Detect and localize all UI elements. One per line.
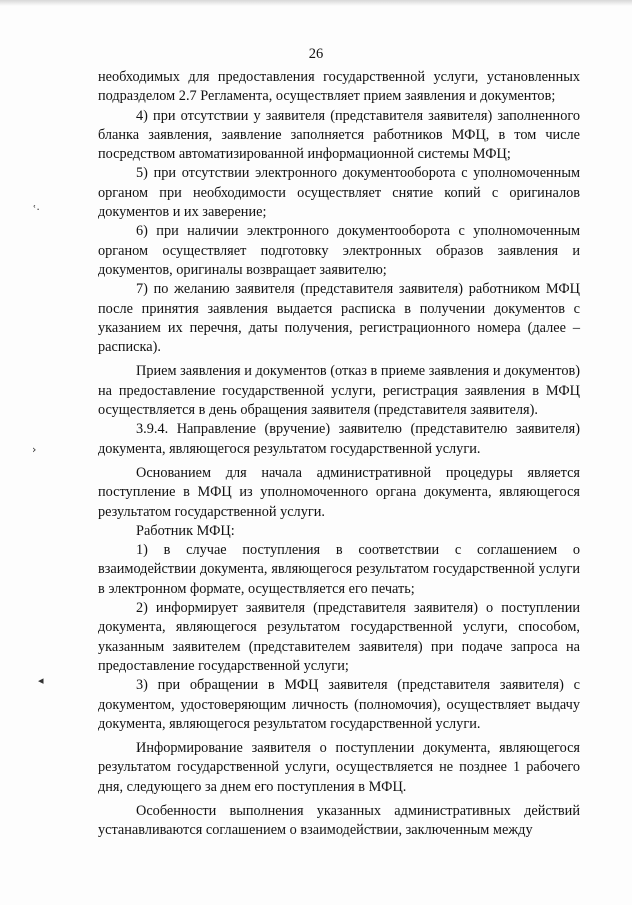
paragraph: Особенности выполнения указанных административных действий устанавливаются соглашением о взаимодействии, заключенным между [98,802,580,839]
paragraph: Работник МФЦ: [136,522,235,539]
paragraph: Прием заявления и документов (отказ в приеме заявления и документов) на предоставление государственной услуги, регистрация заявления в МФЦ осуществляется в день обращения заявителя (представителя заявителя). [98,363,580,419]
paragraph: 7) по желанию заявителя (представителя заявителя) работником МФЦ после принятия заявления выдается расписка в получении документов с указанием их перечня, даты получения, регистрационного номера (далее – расписка). [98,281,580,356]
page-number: 26 [308,46,324,62]
paragraph: 2) информирует заявителя (представителя заявителя) о поступлении документа, являющегося результатом государственной услуги, способом, указанным заявителем (представителем заявителя) при подаче запроса на предоставление государственной услуги; [98,600,580,674]
document-body [98,68,580,841]
paragraph: 3.9.4. Направление (вручение) заявителю (представителю заявителя) документа, являющегося результатом государственной услуги. [98,421,580,457]
paragraph: необходимых для предоставления государственной услуги, установленных подразделом 2.7 Регламента, осуществляет прием заявления и документов; [98,69,580,105]
paragraph: 5) при отсутствии электронного документооборота с уполномоченным органом при необходимости осуществляет снятие копий с оригиналов документов и их заверение; [98,165,580,221]
paragraph: 1) в случае поступления в соответствии с соглашением о взаимодействии документа, являющегося результатом государственной услуги в электронном формате, осуществляется его печать; [98,542,580,597]
paragraph: 4) при отсутствии у заявителя (представителя заявителя) заполненного бланка заявления, заявление заполняется работников МФЦ, в том числе посредством автоматизированной информационной системы МФЦ; [98,107,580,163]
page-top-edge [0,0,632,6]
margin-mark-3: ◂ [38,674,44,687]
paragraph: Информирование заявителя о поступлении документа, являющегося результатом государственной услуги, осуществляется не позднее 1 рабочего дня, следующего за днем его поступления в МФЦ. [98,740,580,795]
paragraph: 3) при обращении в МФЦ заявителя (представителя заявителя) с документом, удостоверяющим личность (полномочия), осуществляет выдачу документа, являющегося результатом государственной услуги. [98,677,580,732]
margin-mark-2: › [32,443,37,456]
margin-mark-1: ʿ· [33,203,40,216]
paragraph: Основанием для начала административной процедуры является поступление в МФЦ из уполномоченного органа документа, являющегося результатом государственной услуги. [98,464,580,520]
paragraph: 6) при наличии электронного документооборота с уполномоченным органом осуществляет подготовку электронных образов заявления и документов, оригиналы возвращает заявителю; [98,223,580,278]
